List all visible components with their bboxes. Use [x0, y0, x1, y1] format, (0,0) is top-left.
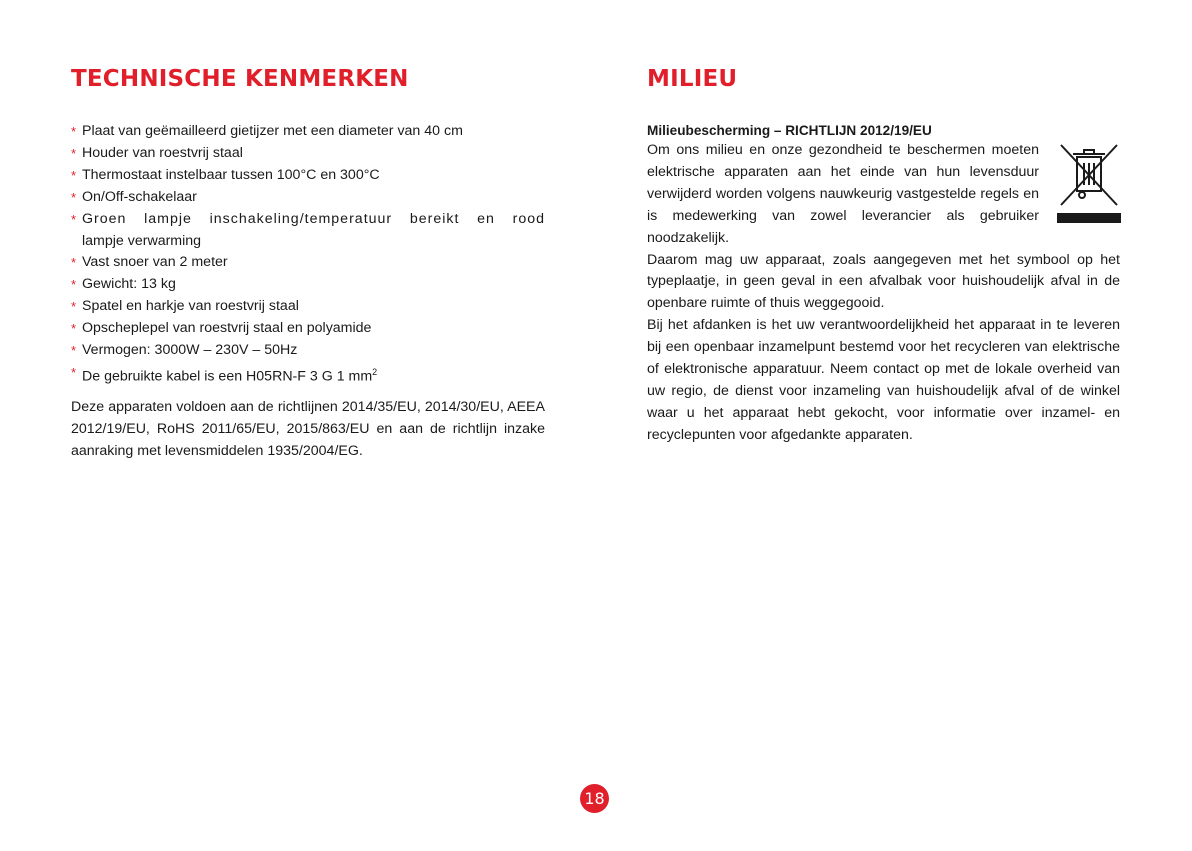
asterisk-bullet-icon: * — [71, 255, 77, 271]
asterisk-bullet-icon: * — [71, 145, 77, 161]
asterisk-bullet-icon: * — [71, 211, 78, 227]
list-item: * Houder van roestvrij staal — [71, 143, 545, 165]
list-item: * Vast snoer van 2 meter — [71, 252, 545, 274]
asterisk-bullet-icon: * — [71, 299, 77, 315]
list-item: * Thermostaat instelbaar tussen 100°C en 300°C — [71, 165, 545, 187]
list-item: * On/Off-schakelaar — [71, 187, 545, 209]
list-item: * Opscheplepel van roestvrij staal en polyamide — [71, 318, 545, 340]
asterisk-bullet-icon: * — [71, 321, 77, 337]
asterisk-bullet-icon: * — [71, 364, 77, 380]
environment-paragraph-2: Daarom mag uw apparaat, zoals aangegeven met het symbool op het typeplaatje, in geen geval in een afvalbak voor huishoudelijk afval in de openbare ruimte of thuis weggegooid. — [647, 251, 1120, 312]
list-item: * Plaat van geëmailleerd gietijzer met een diameter van 40 cm — [71, 121, 545, 143]
list-item: * De gebruikte kabel is een H05RN-F 3 G 1 $mm^2$ — [71, 362, 545, 389]
environment-section — [647, 66, 1120, 443]
list-item: * Groen lampje inschakeling/temperatuur bereikt en rood lampje verwarming — [71, 209, 545, 253]
environment-paragraph-1: Om ons milieu en onze gezondheid te beschermen moeten elektrische apparaten aan het einde van hun levensduur verwijderd worden volgens nauwkeurig vastgestelde regels en is medewerking van zowel leverancier als gebruiker noodzakelijk. — [647, 142, 1039, 246]
asterisk-bullet-icon: * — [71, 343, 77, 359]
environment-subheading: Milieubescherming – RICHTLIJN 2012/19/EU — [647, 123, 932, 138]
list-item: * Vermogen: 3000W – 230V – 50Hz — [71, 340, 545, 362]
compliance-paragraph: Deze apparaten voldoen aan de richtlijnen 2014/35/EU, 2014/30/EU, AEEA 2012/19/EU, RoHS 2011/65/EU, 2015/863/EU en aan de richtlijn inzake aanraking met levensmiddelen 1935/2004/EG. — [71, 399, 545, 459]
section-title-specs: TECHNISCHE KENMERKEN — [71, 66, 409, 92]
technical-specs-section — [71, 66, 545, 459]
asterisk-bullet-icon: * — [71, 167, 77, 183]
section-title-environment: MILIEU — [647, 66, 738, 92]
superscript: 2 — [372, 366, 378, 377]
environment-paragraph-3: Bij het afdanken is het uw verantwoordelijkheid het apparaat in te leveren bij een openbaar inzamelpunt bestemd voor het recycleren van elektrische of elektronische apparatuur. Neem contact op met de lokale overheid van uw regio, de dienst voor inzameling van huishoudelijk afval of de winkel waar u het apparaat hebt gekocht, voor informatie over inzamel- en recyclepunten voor afgedankte apparaten. — [647, 317, 1120, 443]
page-number-badge: 18 — [580, 784, 609, 813]
list-item: * Gewicht: 13 kg — [71, 274, 545, 296]
environment-body — [647, 140, 1120, 447]
asterisk-bullet-icon: * — [71, 277, 77, 293]
asterisk-bullet-icon: * — [71, 124, 77, 139]
features-list — [71, 121, 545, 389]
list-item: * Spatel en harkje van roestvrij staal — [71, 296, 545, 318]
asterisk-bullet-icon: * — [71, 189, 77, 205]
list-item-continuation: lampje verwarming — [82, 232, 202, 249]
